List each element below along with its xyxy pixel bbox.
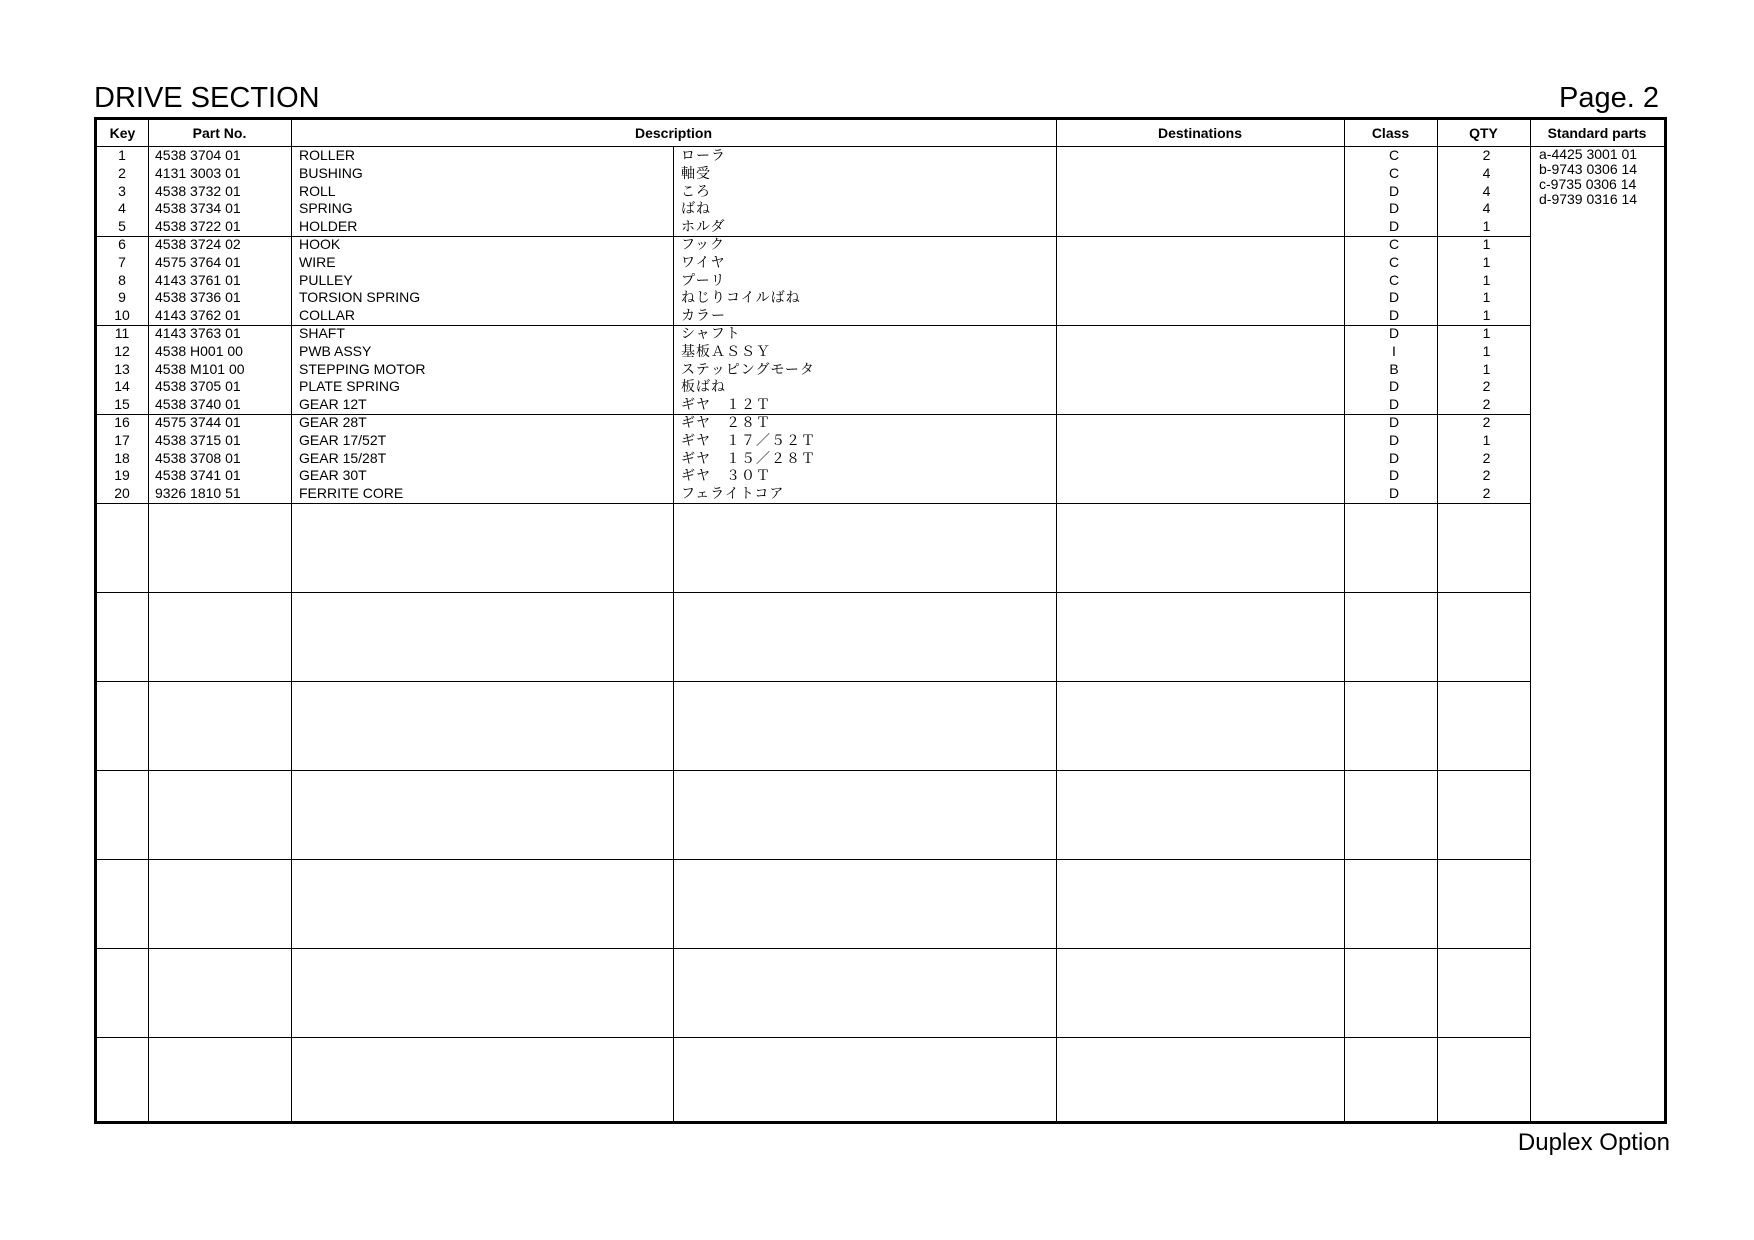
standard-part: a-4425 3001 01 [1539, 146, 1638, 162]
class-cell: C [1388, 147, 1400, 163]
description-jp-cell: 基板ＡＳＳＹ [681, 342, 771, 359]
qty-cell: 4 [1482, 164, 1491, 181]
class-cell: D [1388, 182, 1400, 199]
part-no-cell: 4538 3740 01 [155, 396, 241, 413]
description-jp-cell: ギヤ １５／２８Ｔ [681, 449, 816, 466]
part-no-cell: 4538 M101 00 [155, 360, 245, 377]
table-row [97, 361, 1530, 379]
part-no-cell: 4143 3762 01 [155, 307, 241, 324]
part-no-cell: 4538 3708 01 [155, 449, 241, 466]
qty-cell: 1 [1482, 325, 1491, 341]
qty-cell: 2 [1482, 467, 1491, 484]
description-en-cell: GEAR 12T [299, 396, 367, 413]
description-jp-cell: ステッピングモータ [681, 360, 815, 377]
key-cell: 11 [114, 325, 130, 341]
description-en-cell: BUSHING [299, 164, 363, 181]
key-cell: 3 [118, 182, 126, 199]
qty-cell: 1 [1482, 360, 1491, 377]
qty-cell: 2 [1482, 485, 1491, 502]
key-cell: 14 [114, 378, 130, 395]
description-en-cell: GEAR 17/52T [299, 431, 387, 448]
group-rule [97, 770, 1530, 771]
class-cell: D [1388, 396, 1400, 413]
description-jp-cell: 軸受 [681, 164, 711, 181]
qty-cell: 1 [1482, 253, 1491, 270]
description-en-cell: PLATE SPRING [299, 378, 400, 395]
footer-label: Duplex Option [1517, 1129, 1670, 1156]
key-cell: 7 [118, 253, 126, 270]
key-cell: 4 [118, 200, 126, 217]
description-jp-cell: ギヤ １７／５２Ｔ [681, 431, 816, 448]
description-jp-cell: フェライトコア [681, 485, 785, 502]
qty-cell: 2 [1482, 147, 1491, 163]
class-cell: D [1388, 467, 1400, 484]
key-cell: 1 [118, 147, 126, 163]
description-en-cell: STEPPING MOTOR [299, 360, 426, 377]
description-jp-cell: ギヤ ２８Ｔ [681, 414, 771, 430]
description-en-cell: GEAR 28T [299, 414, 367, 430]
description-en-cell: ROLL [299, 182, 336, 199]
key-cell: 6 [118, 236, 126, 252]
table-row [97, 289, 1530, 307]
key-cell: 12 [114, 342, 130, 359]
group-rule [97, 503, 1530, 504]
part-no-cell: 4575 3744 01 [155, 414, 241, 430]
key-cell: 5 [118, 218, 126, 235]
class-cell: C [1388, 271, 1400, 288]
header-qty: QTY [1469, 125, 1498, 141]
qty-cell: 2 [1482, 396, 1491, 413]
standard-part: c-9735 0306 14 [1539, 176, 1637, 192]
qty-cell: 1 [1482, 342, 1491, 359]
key-cell: 10 [114, 307, 130, 324]
class-cell: D [1388, 485, 1400, 502]
class-cell: D [1388, 449, 1400, 466]
description-jp-cell: ねじりコイルばね [681, 289, 801, 306]
description-en-cell: TORSION SPRING [299, 289, 421, 306]
class-cell: D [1388, 431, 1400, 448]
description-en-cell: GEAR 15/28T [299, 449, 387, 466]
qty-cell: 4 [1482, 182, 1491, 199]
group-rule [97, 948, 1530, 949]
group-rule [97, 1037, 1530, 1038]
standard-part: b-9743 0306 14 [1539, 161, 1638, 177]
class-cell: I [1392, 342, 1396, 359]
description-jp-cell: ばね [681, 200, 711, 217]
description-en-cell: GEAR 30T [299, 467, 367, 484]
table-row [97, 378, 1530, 396]
description-jp-cell: カラー [681, 307, 726, 324]
part-no-cell: 4143 3761 01 [155, 271, 241, 288]
key-cell: 18 [114, 449, 130, 466]
parts-table [94, 117, 1667, 1124]
class-cell: C [1388, 253, 1400, 270]
part-no-cell: 4538 3704 01 [155, 147, 241, 163]
table-row [97, 467, 1530, 485]
key-cell: 19 [114, 467, 130, 484]
header-destinations: Destinations [1157, 125, 1242, 141]
description-en-cell: FERRITE CORE [299, 485, 404, 502]
table-row [97, 165, 1530, 183]
key-cell: 16 [114, 414, 130, 430]
header-description: Description [634, 125, 712, 141]
class-cell: D [1388, 218, 1400, 235]
key-cell: 20 [114, 485, 130, 502]
class-cell: C [1388, 164, 1400, 181]
page-title: DRIVE SECTION [94, 82, 320, 114]
table-row [97, 485, 1530, 503]
group-rule [97, 859, 1530, 860]
table-row [97, 307, 1530, 325]
qty-cell: 1 [1482, 431, 1491, 448]
description-jp-cell: フック [681, 236, 726, 252]
qty-cell: 1 [1482, 236, 1491, 252]
part-no-cell: 4538 3705 01 [155, 378, 241, 395]
table-row [97, 432, 1530, 450]
description-en-cell: HOOK [299, 236, 341, 252]
part-no-cell: 4575 3764 01 [155, 253, 241, 270]
table-row [97, 183, 1530, 201]
table-row [97, 272, 1530, 290]
description-jp-cell: 板ばね [681, 378, 726, 395]
table-row [97, 200, 1530, 218]
description-jp-cell: プーリ [681, 271, 726, 288]
class-cell: D [1388, 414, 1400, 430]
description-jp-cell: ギヤ ３０Ｔ [681, 467, 771, 484]
class-cell: D [1388, 307, 1400, 324]
table-row [97, 254, 1530, 272]
table-row [97, 414, 1530, 432]
description-en-cell: WIRE [299, 253, 336, 270]
description-jp-cell: ワイヤ [681, 253, 726, 270]
class-cell: B [1389, 360, 1399, 377]
description-jp-cell: ころ [681, 182, 711, 199]
qty-cell: 2 [1482, 414, 1491, 430]
part-no-cell: 4538 3741 01 [155, 467, 241, 484]
table-row [97, 396, 1530, 414]
description-jp-cell: ローラ [681, 147, 726, 163]
part-no-cell: 4131 3003 01 [155, 164, 241, 181]
description-jp-cell: ホルダ [681, 218, 726, 235]
key-cell: 8 [118, 271, 126, 288]
standard-part: d-9739 0316 14 [1539, 191, 1638, 207]
class-cell: C [1388, 236, 1400, 252]
part-no-cell: 4538 3736 01 [155, 289, 241, 306]
part-no-cell: 4538 H001 00 [155, 342, 243, 359]
table-row [97, 343, 1530, 361]
key-cell: 2 [118, 164, 126, 181]
table-row [97, 325, 1530, 343]
qty-cell: 2 [1482, 449, 1491, 466]
class-cell: D [1388, 325, 1400, 341]
part-no-cell: 4538 3722 01 [155, 218, 241, 235]
description-jp-cell: ギヤ １２Ｔ [681, 396, 771, 413]
part-no-cell: 4143 3763 01 [155, 325, 241, 341]
class-cell: D [1388, 289, 1400, 306]
description-en-cell: ROLLER [299, 147, 356, 163]
key-cell: 17 [114, 431, 130, 448]
description-en-cell: PULLEY [299, 271, 353, 288]
qty-cell: 1 [1482, 307, 1491, 324]
qty-cell: 2 [1482, 378, 1491, 395]
table-row [97, 147, 1530, 165]
key-cell: 9 [118, 289, 126, 306]
table-row [97, 218, 1530, 236]
header-class: Class [1371, 125, 1410, 141]
description-en-cell: COLLAR [299, 307, 356, 324]
qty-cell: 1 [1482, 271, 1491, 288]
description-en-cell: PWB ASSY [299, 342, 372, 359]
table-row [97, 450, 1530, 468]
standard-parts-list [1539, 147, 1637, 207]
description-en-cell: HOLDER [299, 218, 358, 235]
key-cell: 13 [114, 360, 130, 377]
class-cell: D [1388, 378, 1400, 395]
class-cell: D [1388, 200, 1400, 217]
description-en-cell: SPRING [299, 200, 353, 217]
qty-cell: 4 [1482, 200, 1491, 217]
header-part-no: Part No. [192, 125, 247, 141]
part-no-cell: 4538 3715 01 [155, 431, 241, 448]
part-no-cell: 4538 3724 02 [155, 236, 241, 252]
key-cell: 15 [114, 396, 130, 413]
page-number: Page. 2 [1559, 82, 1659, 114]
group-rule [97, 681, 1530, 682]
qty-cell: 1 [1482, 289, 1491, 306]
qty-cell: 1 [1482, 218, 1491, 235]
description-en-cell: SHAFT [299, 325, 345, 341]
header-standard-parts: Standard parts [1547, 125, 1647, 141]
part-no-cell: 4538 3732 01 [155, 182, 241, 199]
table-row [97, 236, 1530, 254]
header-key: Key [109, 125, 136, 141]
part-no-cell: 4538 3734 01 [155, 200, 241, 217]
description-jp-cell: シャフト [681, 325, 741, 341]
part-no-cell: 9326 1810 51 [155, 485, 241, 502]
group-rule [97, 592, 1530, 593]
